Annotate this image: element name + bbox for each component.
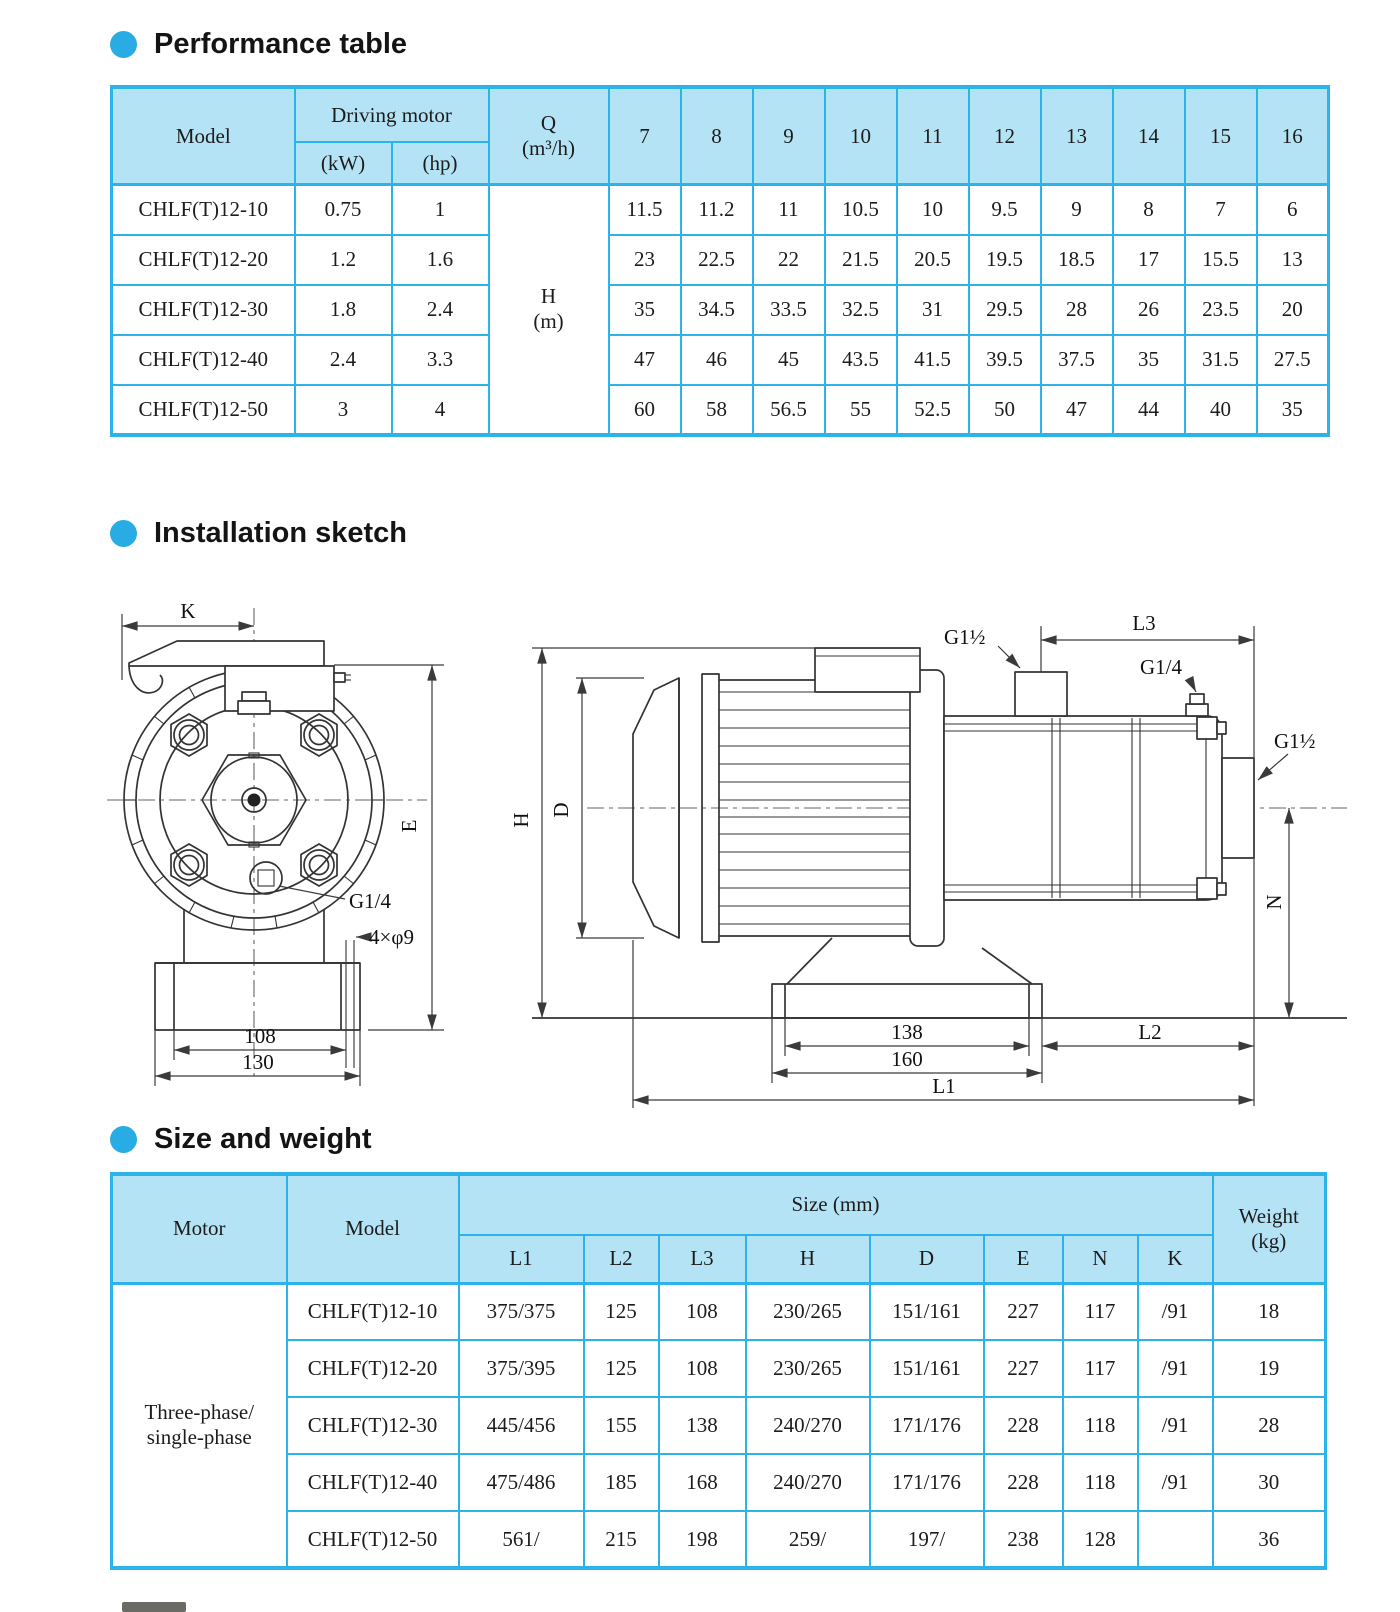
bullet-icon: [110, 520, 137, 547]
value-cell: 58: [681, 385, 753, 435]
value-cell: 18: [1213, 1283, 1326, 1340]
value-cell: 230/265: [746, 1340, 870, 1397]
dim-label-g112-right: G1½: [1274, 728, 1316, 753]
value-cell: 23.5: [1185, 285, 1257, 335]
hp-cell: 3.3: [392, 335, 489, 385]
dim-label-n: N: [1262, 893, 1286, 910]
q-label: Q: [540, 111, 557, 136]
value-cell: 20.5: [897, 235, 969, 285]
model-cell: CHLF(T)12-20: [287, 1340, 459, 1397]
value-cell: 31: [897, 285, 969, 335]
value-cell: 28: [1213, 1397, 1326, 1454]
col-header-flow: [489, 87, 609, 185]
value-cell: 47: [609, 335, 681, 385]
dim-label-138: 138: [891, 1019, 923, 1044]
q-unit: (m³/h): [522, 136, 575, 160]
model-cell: CHLF(T)12-20: [112, 235, 295, 285]
h-label: H: [540, 284, 557, 309]
value-cell: 33.5: [753, 285, 825, 335]
model-cell: CHLF(T)12-10: [112, 185, 295, 235]
dim-label-l2: L2: [1138, 1019, 1162, 1044]
section-size-weight-title: [110, 1123, 1400, 1156]
h-dimension: [509, 648, 815, 1018]
g14-fitting: [1186, 704, 1208, 716]
value-cell: 138: [659, 1397, 746, 1454]
value-cell: 240/270: [746, 1397, 870, 1454]
value-cell: /91: [1138, 1397, 1213, 1454]
model-cell: CHLF(T)12-10: [287, 1283, 459, 1340]
value-cell: 21.5: [825, 235, 897, 285]
value-cell: 240/270: [746, 1454, 870, 1511]
value-cell: 259/: [746, 1511, 870, 1568]
value-cell: 475/486: [459, 1454, 584, 1511]
table-row: [112, 1283, 1326, 1340]
col-header-hp: (hp): [392, 142, 489, 185]
col-header-driving-motor: Driving motor: [295, 87, 489, 142]
value-cell: 11.2: [681, 185, 753, 235]
value-cell: 227: [984, 1283, 1063, 1340]
hp-cell: 2.4: [392, 285, 489, 335]
col-header-model: Model: [287, 1174, 459, 1284]
value-cell: 20: [1257, 285, 1329, 335]
value-cell: 52.5: [897, 385, 969, 435]
value-cell: 7: [1185, 185, 1257, 235]
value-cell: 108: [659, 1283, 746, 1340]
section-title: Size and weight: [154, 1122, 372, 1155]
value-cell: 19.5: [969, 235, 1041, 285]
value-cell: 375/395: [459, 1340, 584, 1397]
value-cell: 108: [659, 1340, 746, 1397]
value-cell: 117: [1063, 1340, 1138, 1397]
value-cell: 18.5: [1041, 235, 1113, 285]
value-cell: 17: [1113, 235, 1185, 285]
performance-table: [110, 85, 1330, 437]
g14-front-label: [349, 889, 392, 913]
value-cell: 8: [1113, 185, 1185, 235]
value-cell: 13: [1257, 235, 1329, 285]
value-cell: 27.5: [1257, 335, 1329, 385]
value-cell: 56.5: [753, 385, 825, 435]
dim-label-k: K: [180, 598, 196, 623]
flow-col: 10: [825, 87, 897, 185]
value-cell: 35: [1113, 335, 1185, 385]
h-unit: (m): [533, 309, 564, 334]
value-cell: 215: [584, 1511, 659, 1568]
value-cell: /91: [1138, 1283, 1213, 1340]
size-col: H: [746, 1235, 870, 1284]
value-cell: 11.5: [609, 185, 681, 235]
motor-group-cell: Three-phase/ single-phase: [112, 1283, 287, 1568]
table-row: [112, 335, 1329, 385]
size-col: N: [1063, 1235, 1138, 1284]
value-cell: 47: [1041, 385, 1113, 435]
g112-top-label: [944, 625, 1020, 668]
cut-off-element: [122, 1602, 186, 1612]
value-cell: 37.5: [1041, 335, 1113, 385]
hp-cell: 1: [392, 185, 489, 235]
dim-label-160: 160: [891, 1046, 923, 1071]
value-cell: 9: [1041, 185, 1113, 235]
value-cell: 375/375: [459, 1283, 584, 1340]
value-cell: 45: [753, 335, 825, 385]
value-cell: 28: [1041, 285, 1113, 335]
value-cell: 445/456: [459, 1397, 584, 1454]
size-col: L1: [459, 1235, 584, 1284]
terminal-box-side: [815, 648, 920, 692]
flow-col: 7: [609, 87, 681, 185]
value-cell: [1138, 1511, 1213, 1568]
kw-cell: 1.8: [295, 285, 392, 335]
value-cell: 29.5: [969, 285, 1041, 335]
dim-label-108: 108: [244, 1023, 276, 1048]
section-installation-title: [110, 517, 1400, 550]
value-cell: 35: [609, 285, 681, 335]
dim-label-g14-side: G1/4: [1140, 654, 1182, 679]
value-cell: 125: [584, 1283, 659, 1340]
value-cell: 43.5: [825, 335, 897, 385]
value-cell: 171/176: [870, 1397, 984, 1454]
size-col: D: [870, 1235, 984, 1284]
value-cell: 22: [753, 235, 825, 285]
dim-label-l3: L3: [1132, 610, 1156, 635]
value-cell: 55: [825, 385, 897, 435]
size-col: L2: [584, 1235, 659, 1284]
model-cell: CHLF(T)12-50: [287, 1511, 459, 1568]
flow-col: 9: [753, 87, 825, 185]
flow-col: 11: [897, 87, 969, 185]
value-cell: 230/265: [746, 1283, 870, 1340]
pump-base-side: [532, 938, 1347, 1018]
size-weight-table: [110, 1172, 1327, 1571]
kw-cell: 0.75: [295, 185, 392, 235]
value-cell: 34.5: [681, 285, 753, 335]
value-cell: 40: [1185, 385, 1257, 435]
value-cell: 19: [1213, 1340, 1326, 1397]
value-cell: 155: [584, 1397, 659, 1454]
weight-label: Weight: [1238, 1203, 1299, 1228]
flow-col: 8: [681, 87, 753, 185]
table-row: [112, 235, 1329, 285]
dim-label-holes: 4×φ9: [369, 924, 414, 949]
bullet-icon: [110, 31, 137, 58]
value-cell: 561/: [459, 1511, 584, 1568]
value-cell: 228: [984, 1397, 1063, 1454]
value-cell: /91: [1138, 1340, 1213, 1397]
value-cell: 238: [984, 1511, 1063, 1568]
model-cell: CHLF(T)12-40: [287, 1454, 459, 1511]
head-unit-cell: [489, 185, 609, 435]
value-cell: 198: [659, 1511, 746, 1568]
value-cell: 228: [984, 1454, 1063, 1511]
model-cell: CHLF(T)12-50: [112, 385, 295, 435]
value-cell: 128: [1063, 1511, 1138, 1568]
drain-plug: [250, 862, 345, 899]
value-cell: 9.5: [969, 185, 1041, 235]
value-cell: /91: [1138, 1454, 1213, 1511]
pump-front-view-drawing: [92, 568, 492, 1113]
value-cell: 197/: [870, 1511, 984, 1568]
value-cell: 171/176: [870, 1454, 984, 1511]
hp-cell: 1.6: [392, 235, 489, 285]
value-cell: 36: [1213, 1511, 1326, 1568]
value-cell: 32.5: [825, 285, 897, 335]
inlet-port: [1015, 672, 1067, 716]
n-dimension: [1262, 808, 1289, 1018]
dim-label-130: 130: [242, 1049, 274, 1074]
bolt-holes-label: [356, 925, 414, 949]
dim-label-d: D: [549, 801, 573, 818]
pump-barrel: [944, 672, 1254, 900]
value-cell: 151/161: [870, 1340, 984, 1397]
value-cell: 15.5: [1185, 235, 1257, 285]
value-cell: 46: [681, 335, 753, 385]
table-row: [112, 1340, 1326, 1397]
size-col: L3: [659, 1235, 746, 1284]
dim-label-h: H: [509, 811, 533, 828]
value-cell: 227: [984, 1340, 1063, 1397]
col-header-weight: [1213, 1174, 1326, 1284]
value-cell: 168: [659, 1454, 746, 1511]
value-cell: 35: [1257, 385, 1329, 435]
hp-cell: 4: [392, 385, 489, 435]
value-cell: 30: [1213, 1454, 1326, 1511]
value-cell: 6: [1257, 185, 1329, 235]
model-cell: CHLF(T)12-40: [112, 335, 295, 385]
section-title: Installation sketch: [154, 516, 408, 549]
value-cell: 22.5: [681, 235, 753, 285]
dim-label-g112-top: G1½: [944, 624, 986, 649]
terminal-box-front: [129, 641, 351, 714]
size-col: E: [984, 1235, 1063, 1284]
value-cell: 125: [584, 1340, 659, 1397]
col-header-motor: Motor: [112, 1174, 287, 1284]
table-row: [112, 285, 1329, 335]
col-header-kw: (kW): [295, 142, 392, 185]
value-cell: 185: [584, 1454, 659, 1511]
table-row: [112, 1511, 1326, 1568]
installation-sketch: [92, 568, 1400, 1113]
dim-label-e: E: [397, 819, 421, 832]
value-cell: 44: [1113, 385, 1185, 435]
value-cell: 118: [1063, 1397, 1138, 1454]
col-header-size-group: Size (mm): [459, 1174, 1213, 1235]
g14-side-label: [1140, 655, 1196, 692]
value-cell: 60: [609, 385, 681, 435]
table-row: [112, 185, 1329, 235]
kw-cell: 3: [295, 385, 392, 435]
value-cell: 11: [753, 185, 825, 235]
l2-dimension: [1042, 1020, 1254, 1046]
size-col: K: [1138, 1235, 1213, 1284]
flow-col: 12: [969, 87, 1041, 185]
kw-cell: 1.2: [295, 235, 392, 285]
value-cell: 41.5: [897, 335, 969, 385]
model-cell: CHLF(T)12-30: [112, 285, 295, 335]
flow-col: 14: [1113, 87, 1185, 185]
value-cell: 117: [1063, 1283, 1138, 1340]
flow-col: 13: [1041, 87, 1113, 185]
value-cell: 26: [1113, 285, 1185, 335]
weight-unit: (kg): [1251, 1228, 1287, 1253]
kw-cell: 2.4: [295, 335, 392, 385]
flow-col: 16: [1257, 87, 1329, 185]
section-performance-title: [110, 28, 1400, 61]
col-header-model: Model: [112, 87, 295, 185]
value-cell: 118: [1063, 1454, 1138, 1511]
table-row: [112, 385, 1329, 435]
bullet-icon: [110, 1126, 137, 1153]
value-cell: 39.5: [969, 335, 1041, 385]
value-cell: 10: [897, 185, 969, 235]
page-title: Performance table: [154, 28, 408, 60]
value-cell: 23: [609, 235, 681, 285]
table-row: [112, 1454, 1326, 1511]
dim-label-g14: G1/4: [349, 888, 391, 913]
value-cell: 50: [969, 385, 1041, 435]
g112-right-label: [1258, 729, 1315, 780]
pump-side-view-drawing: [492, 568, 1362, 1113]
value-cell: 31.5: [1185, 335, 1257, 385]
value-cell: 10.5: [825, 185, 897, 235]
flow-col: 15: [1185, 87, 1257, 185]
value-cell: 151/161: [870, 1283, 984, 1340]
e-dimension: [334, 665, 444, 1030]
table-row: [112, 1397, 1326, 1454]
model-cell: CHLF(T)12-30: [287, 1397, 459, 1454]
dim-label-l1: L1: [932, 1073, 956, 1098]
discharge-port: [1222, 758, 1254, 858]
